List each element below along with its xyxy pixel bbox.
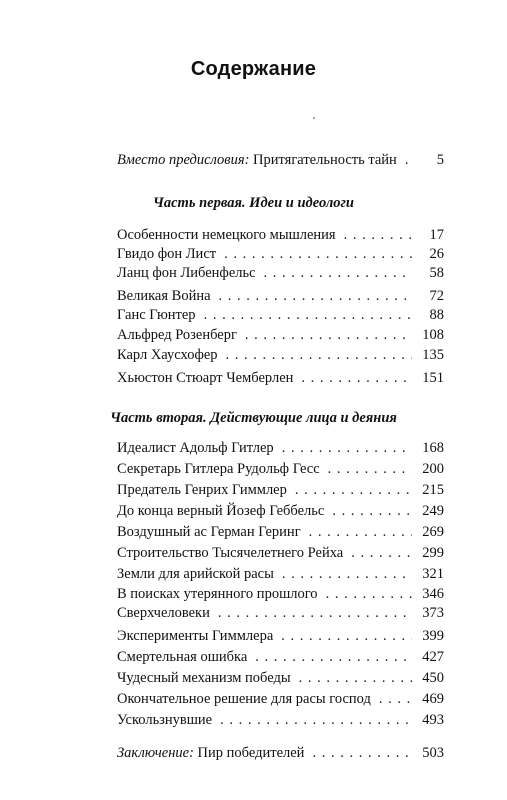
dot-leader [405,151,412,170]
toc-page-number: 151 [422,370,444,386]
dot-leader [312,744,412,763]
toc-page-number: 321 [422,566,444,582]
dot-leader [255,648,412,667]
toc-page-number: 249 [422,503,444,519]
dot-leader [379,690,412,709]
toc-entry[interactable] [117,544,444,563]
dot-leader [301,369,412,388]
dot-leader [281,627,412,646]
toc-entry[interactable] [117,439,444,458]
toc-entry-text: Строительство Тысячелетнего Рейха [117,545,344,561]
toc-page-number: 427 [422,649,444,665]
toc-entry[interactable] [117,346,444,365]
dot-leader [351,544,412,563]
toc-page-number: 503 [422,745,444,761]
toc-page-number: 26 [429,246,444,262]
toc-entry-text: Хьюстон Стюарт Чемберлен [117,370,294,386]
toc-page-number: 72 [429,288,444,304]
toc-page-number: 399 [422,628,444,644]
dot-leader [299,669,412,688]
toc-page-number: 269 [422,524,444,540]
toc-page-number: 200 [422,461,444,477]
toc-entry-intro[interactable] [117,151,444,170]
toc-entry-text: Идеалист Адольф Гитлер [117,440,274,456]
toc-entry-text: Смертельная ошибка [117,649,248,665]
section-heading-part1: Часть первая. Идеи и идеологи [153,195,354,211]
toc-entry-text: Эксперименты Гиммлера [117,628,274,644]
dot-leader [282,439,412,458]
toc-entry-conclusion[interactable] [117,744,444,763]
dot-leader [224,245,412,264]
toc-page-number: 450 [422,670,444,686]
toc-entry-prefix: Заключение: [117,745,194,761]
toc-page-number: 135 [422,347,444,363]
toc-entry[interactable] [117,287,444,306]
toc-entry[interactable] [117,306,444,325]
toc-page-number: 469 [422,691,444,707]
dot-leader [218,604,412,623]
toc-page-number: 346 [422,586,444,602]
toc-page-number: 215 [422,482,444,498]
toc-entry[interactable] [117,326,444,345]
toc-entry[interactable] [117,690,444,709]
dot-leader [309,523,412,542]
toc-page-number: 373 [422,605,444,621]
toc-entry[interactable] [117,669,444,688]
dot-leader [326,585,412,604]
toc-entry-prefix: Вместо предисловия: [117,152,250,168]
toc-page-number: 108 [422,327,444,343]
toc-page-number: 58 [429,265,444,281]
dot-leader [264,264,412,283]
toc-entry[interactable] [117,226,444,245]
page-title: Содержание [190,58,317,80]
toc-entry[interactable] [117,481,444,500]
toc-entry-text: Особенности немецкого мышления [117,227,336,243]
toc-entry-text: Великая Война [117,288,211,304]
toc-entry[interactable] [117,565,444,584]
toc-entry-text: Альфред Розенберг [117,327,237,343]
toc-entry[interactable] [117,585,444,604]
toc-entry[interactable] [117,245,444,264]
toc-page-number: 5 [436,152,444,168]
dot-leader [328,460,412,479]
toc-page-number: 168 [422,440,444,456]
dot-leader [295,481,412,500]
toc-entry-text: Ганс Гюнтер [117,307,196,323]
toc-entry-text: Окончательное решение для расы господ [117,691,371,707]
toc-entry[interactable] [117,604,444,623]
toc-entry-text: Ланц фон Либенфельс [117,265,256,281]
dot-leader [219,287,412,306]
toc-entry-text: Воздушный ас Герман Геринг [117,524,301,540]
toc-entry-text: Притягательность тайн [253,152,397,168]
toc-page-number: 299 [422,545,444,561]
dot-leader [204,306,412,325]
toc-entry[interactable] [117,460,444,479]
dot-leader [226,346,412,365]
dot-leader [220,711,412,730]
toc-page-number: 17 [429,227,444,243]
toc-page-number: 88 [429,307,444,323]
toc-entry-text: Сверхчеловеки [117,605,210,621]
print-speck [313,117,315,119]
toc-entry-text: Ускользнувшие [117,712,213,728]
toc-entry-label [117,151,397,170]
toc-entry-text: Пир победителей [197,745,305,761]
dot-leader [282,565,412,584]
dot-leader [344,226,412,245]
toc-entry-text: В поисках утерянного прошлого [117,586,318,602]
toc-entry-text: До конца верный Йозеф Геббельс [117,503,325,519]
toc-page-number: 493 [422,712,444,728]
toc-entry-text: Земли для арийской расы [117,566,274,582]
toc-entry[interactable] [117,711,444,730]
toc-entry-label [117,744,304,763]
dot-leader [245,326,412,345]
toc-entry[interactable] [117,369,444,388]
toc-entry-text: Гвидо фон Лист [117,246,217,262]
toc-entry-text: Карл Хаусхофер [117,347,218,363]
dot-leader [332,502,412,521]
section-heading-part2: Часть вторая. Действующие лица и деяния [110,410,397,426]
toc-entry-text: Предатель Генрих Гиммлер [117,482,287,498]
toc-entry[interactable] [117,502,444,521]
toc-entry[interactable] [117,648,444,667]
toc-entry[interactable] [117,627,444,646]
toc-entry[interactable] [117,264,444,283]
toc-entry-text: Чудесный механизм победы [117,670,291,686]
toc-entry[interactable] [117,523,444,542]
toc-entry-text: Секретарь Гитлера Рудольф Гесс [117,461,320,477]
